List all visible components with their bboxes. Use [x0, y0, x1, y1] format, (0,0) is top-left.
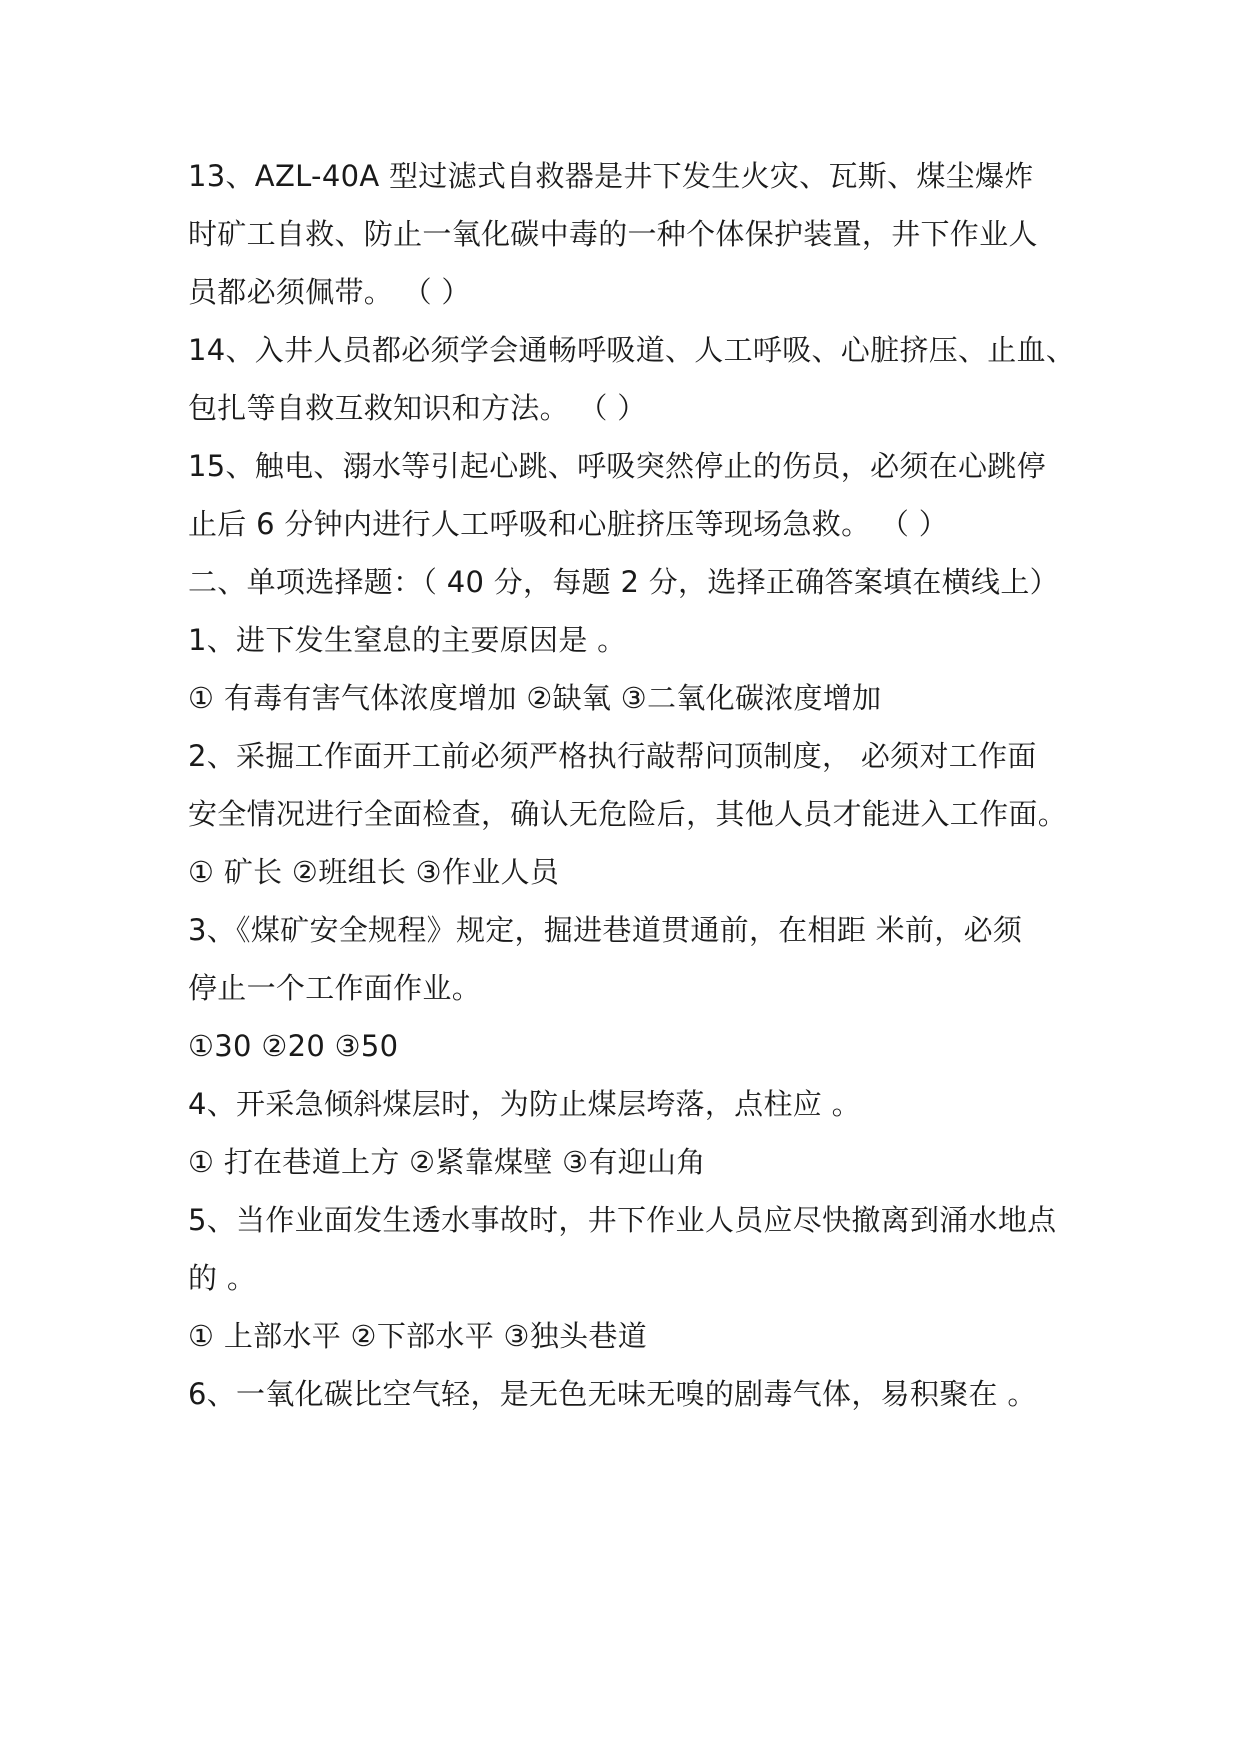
question-15-line-2: 止后 6 分钟内进行人工呼吸和心脏挤压等现场急救。 （ ） [188, 507, 949, 541]
choice-question-5-line-1: 5、当作业面发生透水事故时，井下作业人员应尽快撤离到涌水地点 [188, 1203, 1057, 1237]
choice-question-2-line-1: 2、采掘工作面开工前必须严格执行敲帮问顶制度， 必须对工作面 [188, 739, 1037, 773]
question-14-line-1: 14、入井人员都必须学会通畅呼吸道、人工呼吸、心脏挤压、止血、 [188, 333, 1076, 367]
choice-question-3-options: ①30 ②20 ③50 [188, 1029, 399, 1063]
choice-question-1: 1、进下发生窒息的主要原因是 。 [188, 623, 627, 657]
choice-question-2-options: ① 矿长 ②班组长 ③作业人员 [188, 855, 560, 889]
choice-question-3-line-2: 停止一个工作面作业。 [188, 971, 482, 1005]
choice-question-5-options: ① 上部水平 ②下部水平 ③独头巷道 [188, 1319, 648, 1353]
choice-question-4-options: ① 打在巷道上方 ②紧靠煤壁 ③有迎山角 [188, 1145, 706, 1179]
choice-question-6: 6、一氧化碳比空气轻，是无色无味无嗅的剧毒气体，易积聚在 。 [188, 1377, 1037, 1411]
choice-question-5-line-2: 的 。 [188, 1261, 257, 1295]
section-heading: 二、单项选择题：（ 40 分，每题 2 分，选择正确答案填在横线上） [188, 565, 1059, 599]
question-13-line-1: 13、AZL-40A 型过滤式自救器是井下发生火灾、瓦斯、煤尘爆炸 [188, 159, 1034, 193]
question-13-line-3: 员都必须佩带。 （ ） [188, 275, 471, 309]
question-13-line-2: 时矿工自救、防止一氧化碳中毒的一种个体保护装置，井下作业人 [188, 217, 1038, 251]
choice-question-4: 4、开采急倾斜煤层时，为防止煤层垮落，点柱应 。 [188, 1087, 861, 1121]
choice-question-3-line-1: 3、《煤矿安全规程》规定，掘进巷道贯通前，在相距 米前，必须 [188, 913, 1023, 947]
question-14-line-2: 包扎等自救互救知识和方法。 （ ） [188, 391, 647, 425]
choice-question-2-line-2: 安全情况进行全面检查，确认无危险后，其他人员才能进入工作面。 [188, 797, 1068, 831]
question-15-line-1: 15、触电、溺水等引起心跳、呼吸突然停止的伤员，必须在心跳停 [188, 449, 1046, 483]
choice-question-1-options: ① 有毒有害气体浓度增加 ②缺氧 ③二氧化碳浓度增加 [188, 681, 882, 715]
